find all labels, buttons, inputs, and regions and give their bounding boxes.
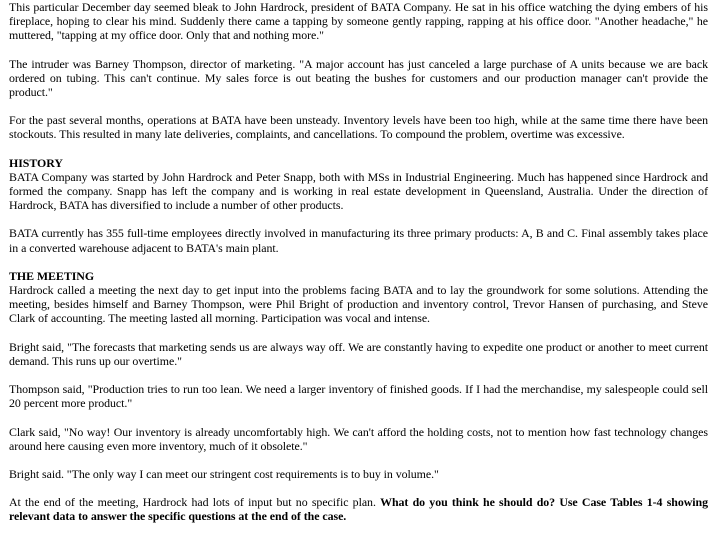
paragraph-thompson-quote: Thompson said, "Production tries to run too lean. We need a larger inventory of finished goods. If I had the merchandise, my salespeople could sell 20 percent more product." <box>9 382 708 411</box>
conclusion-text: At the end of the meeting, Hardrock had lots of input but no specific plan. <box>9 495 381 510</box>
paragraph-history: BATA Company was started by John Hardrock and Peter Snapp, both with MSs in Industrial Engineering. Much has happened since Hardrock and formed the company. Snapp has left the company and is working in real estate development in Queensland, Australia. Under the direction of Hardrock, BATA has diversified to include a number of other products. <box>9 169 708 213</box>
paragraph-meeting: Hardrock called a meeting the next day to get input into the problems facing BATA and to lay the groundwork for some solutions. Attending the meeting, besides himself and Barney Thompson, were Phil Bright of production and inventory control, Trevor Hansen of purchasing, and Steve Clark of accounting. The meeting lasted all morning. Participation was vocal and intense. <box>9 283 708 326</box>
paragraph-intro: This particular December day seemed bleak to John Hardrock, president of BATA Company. He sat in his office watching the dying embers of his fireplace, hoping to clear his mind. Suddenly there came a tapping by someone gently rapping, rapping at his office door. "Another headache," he muttered, "tapping at my office door. Only that and nothing more." <box>9 0 708 43</box>
paragraph-clark-quote: Clark said, "No way! Our inventory is already uncomfortably high. We can't afford the holding costs, not to mention how fast technology changes around here causing even more inventory, much of it obsolete." <box>9 424 708 453</box>
heading-history: HISTORY <box>9 155 63 170</box>
case-document <box>9 0 708 524</box>
paragraph-intruder: The intruder was Barney Thompson, director of marketing. "A major account has just canceled a large purchase of A units because we are back ordered on tubing. This can't continue. My sales force is out beating the bushes for customers and our production manager can't provide the product." <box>9 56 708 99</box>
paragraph-employees: BATA currently has 355 full-time employees directly involved in manufacturing its three primary products: A, B and C. Final assembly takes place in a converted warehouse adjacent to BATA's main plant. <box>9 226 708 255</box>
heading-meeting: THE MEETING <box>9 268 95 283</box>
paragraph-operations: For the past several months, operations at BATA have been unsteady. Inventory levels have been too high, while at the same time there have been stockouts. This resulted in many late deliveries, complaints, and cancellations. To compound the problem, overtime was excessive. <box>9 113 708 142</box>
paragraph-bright-quote: Bright said, "The forecasts that marketing sends us are always way off. We are constantly having to expedite one product or another to meet current demand. This runs up our overtime." <box>9 339 708 368</box>
paragraph-bright-volume: Bright said. "The only way I can meet our stringent cost requirements is to buy in volume." <box>9 467 439 482</box>
conclusion-question: What do you think he should do? Use Case Tables 1-4 showing relevant data to answer the specific questions at the end of the case. <box>9 495 708 524</box>
paragraph-conclusion <box>9 495 708 523</box>
